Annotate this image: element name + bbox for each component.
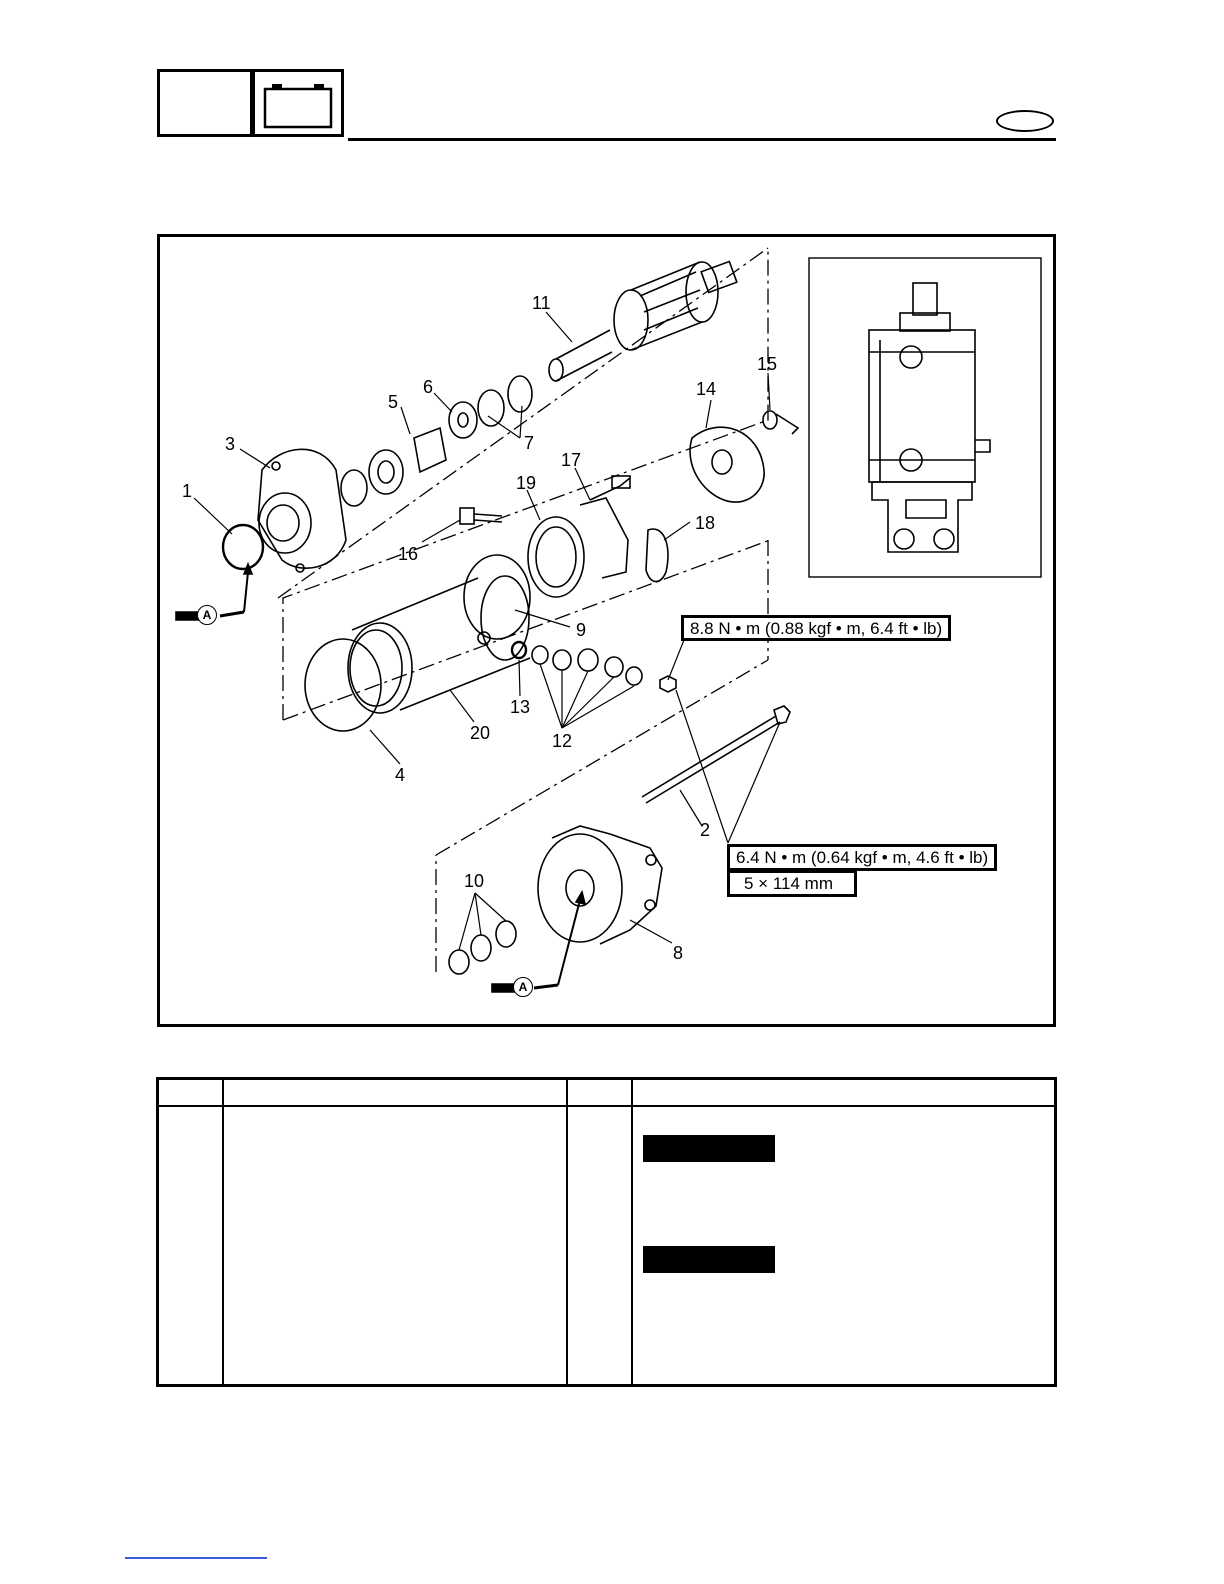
part-label-5: 5 <box>388 392 399 412</box>
bolt-size-spec: 5 × 114 mm <box>727 870 857 897</box>
o-ring-9 <box>464 555 530 639</box>
warning-label-bar <box>643 1246 775 1273</box>
warning-label-bar <box>643 1135 775 1162</box>
part-label-8: 8 <box>673 943 684 963</box>
grease-mark-upper <box>197 605 217 625</box>
part-label-4: 4 <box>395 765 406 785</box>
grease-mark-letter: A <box>518 980 528 994</box>
washer-7b <box>508 376 532 412</box>
part-label-17: 17 <box>561 450 582 470</box>
o-ring-4 <box>305 639 381 731</box>
part-label-19: 19 <box>516 473 537 493</box>
table-column-divider <box>222 1077 224 1387</box>
washer-7a <box>478 390 504 426</box>
rear-cover <box>538 826 662 944</box>
part-label-2: 2 <box>700 820 711 840</box>
assembly-outline <box>278 248 770 972</box>
assembled-view-inset <box>809 258 1041 577</box>
washer-10a <box>449 950 469 974</box>
oil-seal <box>369 450 403 494</box>
table-header-divider <box>156 1105 1057 1107</box>
part-label-11: 11 <box>532 293 551 313</box>
torque-spec-nut: 8.8 N • m (0.88 kgf • m, 6.4 ft • lb) <box>681 615 951 641</box>
front-cover <box>258 449 346 572</box>
part-label-6: 6 <box>423 377 434 397</box>
part-label-3: 3 <box>225 434 236 454</box>
parts-table <box>156 1077 1057 1387</box>
lock-washer <box>414 428 446 472</box>
part-label-9: 9 <box>576 620 587 640</box>
part-label-13: 13 <box>510 697 531 717</box>
grease-mark-letter: A <box>202 608 212 622</box>
part-label-7: 7 <box>524 433 535 453</box>
table-column-divider <box>566 1077 568 1387</box>
part-label-1: 1 <box>182 481 193 501</box>
table-column-divider <box>631 1077 633 1387</box>
washer-6 <box>449 402 477 438</box>
yoke <box>348 576 530 713</box>
part-label-20: 20 <box>470 723 491 743</box>
washer-set-12 <box>532 646 676 692</box>
brush-plate <box>690 427 764 502</box>
brush-holder <box>528 476 668 597</box>
grease-mark-lower <box>513 977 533 997</box>
washer-10c <box>496 921 516 947</box>
grease-arrow-lower <box>492 892 585 992</box>
o-ring-13 <box>512 642 526 658</box>
torque-spec-through-bolt: 6.4 N • m (0.64 kgf • m, 4.6 ft • lb) <box>727 844 997 871</box>
part-label-16: 16 <box>398 544 419 564</box>
footer-link-underline[interactable] <box>125 1557 267 1559</box>
terminal-bolt <box>460 508 502 524</box>
part-label-15: 15 <box>757 354 778 374</box>
armature <box>549 262 737 381</box>
part-label-12: 12 <box>552 731 573 751</box>
bearing <box>341 470 367 506</box>
part-label-10: 10 <box>464 871 485 891</box>
part-label-14: 14 <box>696 379 717 399</box>
part-label-18: 18 <box>695 513 716 533</box>
washer-10b <box>471 935 491 961</box>
